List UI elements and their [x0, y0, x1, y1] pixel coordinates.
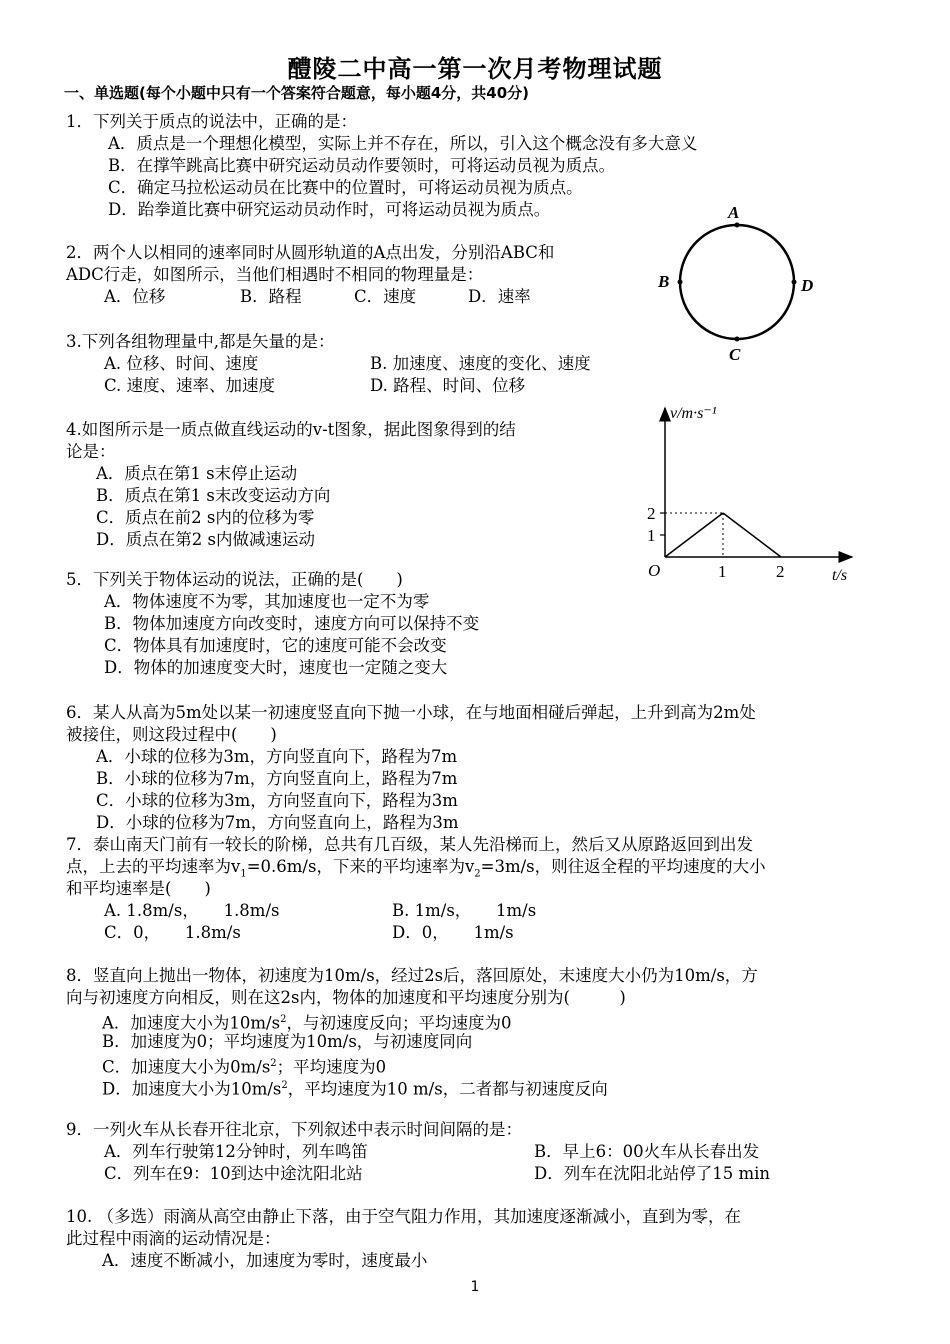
y-axis-label: v/m·s⁻¹	[670, 405, 717, 422]
q8-option-c-part1: C．加速度大小为0m/s	[102, 1057, 271, 1077]
y-tick-label-2: 2	[647, 504, 656, 523]
q8-option-a-part1: A．加速度大小为10m/s	[102, 1013, 281, 1033]
q10-stem-line1: 10. （多选）雨滴从高空由静止下落，由于空气阻力作用，其加速度逐渐减小，直到为零，在	[66, 1207, 741, 1226]
circle-track-figure	[650, 200, 830, 370]
q7-option-a: A. 1.8m/s， 1.8m/s	[104, 901, 280, 920]
q2-option-b: B．路程	[240, 287, 302, 306]
q1-option-c: C．确定马拉松运动员在比赛中的位置时，可将运动员视为质点。	[108, 178, 583, 197]
q6-option-a: A．小球的位移为3m，方向竖直向下，路程为7m	[96, 747, 458, 766]
q8-stem-line2: 向与初速度方向相反，则在这2s内，物体的加速度和平均速度分别为( )	[66, 988, 626, 1007]
q9-option-a: A．列车行驶第12分钟时，列车鸣笛	[104, 1142, 368, 1161]
q7-option-c: C．0， 1.8m/s	[104, 923, 241, 942]
q8-option-c-part2: ；平均速度为0	[276, 1057, 387, 1077]
q5-option-d: D．物体的加速度变大时，速度也一定随之变大	[104, 658, 448, 677]
point-b-marker	[678, 280, 683, 285]
q1-option-b: B．在撑竿跳高比赛中研究运动员动作要领时，可将运动员视为质点。	[108, 156, 616, 175]
q9-option-c: C．列车在9：10到达中途沈阳北站	[104, 1164, 363, 1183]
q9-stem: 9．一列火车从长春开往北京，下列叙述中表示时间间隔的是：	[66, 1120, 522, 1139]
q5-option-b: B．物体加速度方向改变时，速度方向可以保持不变	[104, 614, 480, 633]
q7-stem-line2-part1: 点，上去的平均速率为v	[66, 857, 241, 876]
q3-option-b: B. 加速度、速度的变化、速度	[370, 354, 591, 373]
q3-stem: 3.下列各组物理量中,都是矢量的是：	[66, 332, 335, 351]
q2-option-d: D．速率	[468, 287, 531, 306]
q6-option-c: C．小球的位移为3m，方向竖直向下，路程为3m	[96, 791, 458, 810]
q2-stem-line1: 2．两个人以相同的速率同时从圆形轨道的A点出发，分别沿ABC和	[66, 243, 555, 262]
q7-option-d: D．0， 1m/s	[392, 923, 514, 942]
y-tick-label-1: 1	[647, 526, 656, 545]
q8-option-b: B．加速度为0；平均速度为10m/s，与初速度同向	[102, 1032, 473, 1051]
point-c-marker	[735, 337, 740, 342]
q3-option-a: A. 位移、时间、速度	[104, 354, 259, 373]
q8-option-d	[102, 1075, 608, 1101]
vt-graph	[640, 398, 870, 588]
vt-line-segment-1	[665, 513, 723, 557]
q6-option-b: B．小球的位移为7m，方向竖直向上，路程为7m	[96, 769, 458, 788]
page-title: 醴陵二中高一第一次月考物理试题	[287, 54, 663, 83]
q2-option-a: A．位移	[104, 287, 166, 306]
q4-option-c: C．质点在前2 s内的位移为零	[96, 508, 315, 527]
q10-option-a: A．速度不断减小，加速度为零时，速度最小	[102, 1251, 428, 1270]
q1-option-a: A．质点是一个理想化模型，实际上并不存在，所以，引入这个概念没有多大意义	[108, 134, 698, 153]
q7-stem-line1: 7．泰山南天门前有一较长的阶梯，总共有几百级，某人先沿梯而上，然后又从原路返回到出发	[66, 835, 753, 854]
q8-option-d-part2: ，平均速度为10 m/s，二者都与初速度反向	[287, 1079, 608, 1099]
page-number: 1	[470, 1279, 480, 1295]
q9-option-b: B．早上6：00火车从长春出发	[534, 1142, 760, 1161]
label-c: C	[729, 345, 741, 364]
q6-stem-line1: 6．某人从高为5m处以某一初速度竖直向下抛一小球，在与地面相碰后弹起，上升到高为2m处	[66, 703, 756, 722]
q7-subscript-1: 1	[240, 868, 247, 880]
q6-option-d: D．小球的位移为7m，方向竖直向上，路程为3m	[96, 813, 459, 832]
q2-stem-line2: ADC行走，如图所示，当他们相遇时不相同的物理量是：	[66, 265, 484, 284]
q8-option-a-sup: 2	[280, 1014, 287, 1025]
q4-option-b: B．质点在第1 s末改变运动方向	[96, 486, 331, 505]
q4-stem-line1: 4.如图所示是一质点做直线运动的v-t图象，据此图象得到的结	[66, 420, 516, 439]
label-d: D	[801, 276, 814, 295]
q5-stem: 5．下列关于物体运动的说法，正确的是( )	[66, 570, 403, 589]
q7-stem-line2-part3: =3m/s，则往返全程的平均速度的大小	[480, 857, 766, 876]
vt-line-segment-2	[723, 513, 781, 557]
q4-stem-line2: 论是：	[66, 442, 116, 461]
q5-option-a: A．物体速度不为零，其加速度也一定不为零	[104, 592, 430, 611]
q7-subscript-2: 2	[474, 868, 481, 880]
section-heading: 一、单选题(每个小题中只有一个答案符合题意，每小题4分，共40分)	[64, 84, 530, 102]
q7-option-b: B. 1m/s， 1m/s	[392, 901, 537, 920]
point-a-marker	[735, 223, 740, 228]
point-d-marker	[792, 280, 797, 285]
circular-track	[680, 225, 794, 339]
q6-stem-line2: 被接住，则这段过程中( )	[66, 725, 277, 744]
q3-option-c: C. 速度、速率、加速度	[104, 376, 276, 395]
q1-option-d: D．跆拳道比赛中研究运动员动作时，可将运动员视为质点。	[108, 200, 551, 219]
q7-stem-line3: 和平均速率是( )	[66, 879, 211, 898]
q3-option-d: D. 路程、时间、位移	[370, 376, 526, 395]
q1-stem: 1．下列关于质点的说法中，正确的是：	[66, 112, 357, 131]
q8-option-d-sup: 2	[281, 1080, 288, 1091]
q8-option-c-sup: 2	[270, 1058, 277, 1069]
q8-option-a-part2: ，与初速度反向；平均速度为0	[286, 1013, 512, 1033]
q2-option-c: C．速度	[354, 287, 417, 306]
q4-option-d: D．质点在第2 s内做减速运动	[96, 530, 315, 549]
x-tick-label-2: 2	[776, 562, 785, 581]
q9-option-d: D．列车在沈阳北站停了15 min	[534, 1164, 771, 1183]
q8-stem-line1: 8．竖直向上抛出一物体，初速度为10m/s，经过2s后，落回原处，末速度大小仍为10m/s，方	[66, 966, 758, 985]
x-tick-label-1: 1	[718, 562, 727, 581]
q10-stem-line2: 此过程中雨滴的运动情况是：	[66, 1229, 281, 1248]
origin-label: O	[648, 561, 661, 580]
label-b: B	[658, 272, 670, 291]
label-a: A	[728, 203, 740, 222]
q5-option-c: C．物体具有加速度时，它的速度可能不会改变	[104, 636, 447, 655]
q8-option-d-part1: D．加速度大小为10m/s	[102, 1079, 282, 1099]
q7-stem-line2-part2: =0.6m/s，下来的平均速率为v	[246, 857, 475, 876]
x-axis-label: t/s	[832, 567, 848, 584]
q4-option-a: A．质点在第1 s末停止运动	[96, 464, 298, 483]
